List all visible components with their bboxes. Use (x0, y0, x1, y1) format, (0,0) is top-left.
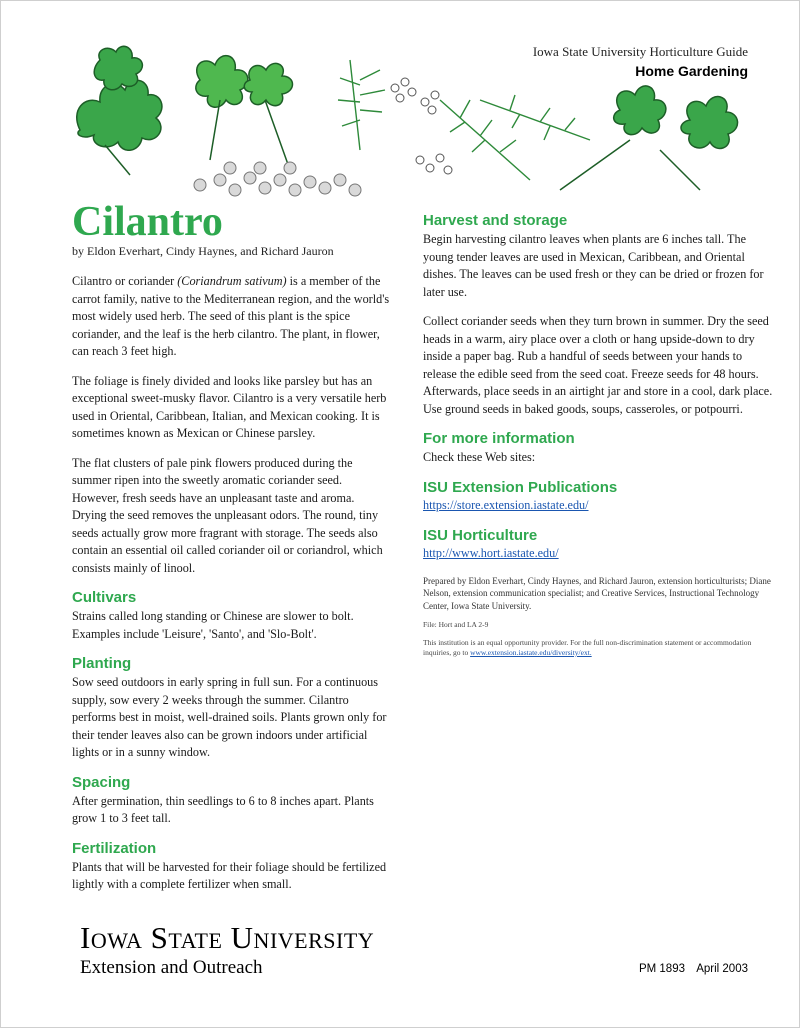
spacing-text: After germination, thin seedlings to 6 to 8 inches apart. Plants grow 1 to 3 feet tall. (72, 793, 374, 826)
intro-paragraph-3: The flat clusters of pale pink flowers produced during the summer ripen into the sweetly aromatic coriander seed. However, fresh seeds have an unpleasant taste and aroma. Drying the seed removes the unpleasant odors. The round, tiny seeds actually grow more fragrant with storage. The seeds also contain an essential oil called coriander oil or coriandrol, which consists mainly of linool. (72, 455, 383, 575)
isu-logo (80, 922, 374, 979)
planting-heading: Planting (72, 655, 132, 673)
intro-paragraph-2: The foliage is finely divided and looks like parsley but has an exceptional sweet-musky flavor. Cilantro is a very versatile herb used in Oriental, Caribbean, Italian, and Mexican cooking. It is sometimes known as Mexican or Chinese parsley. (72, 373, 387, 441)
spacing-heading: Spacing (72, 773, 131, 791)
more-info-text: Check these Web sites: (423, 450, 536, 464)
credits-file: File: Hort and LA 2-9 (423, 620, 489, 629)
eeo-link[interactable]: www.extension.iastate.edu/diversity/ext. (470, 648, 592, 657)
fertilization-heading: Fertilization (72, 839, 157, 857)
cultivars-heading: Cultivars (72, 589, 137, 607)
publication-info (631, 963, 748, 975)
harvest-text-1: Begin harvesting cilantro leaves when plants are 6 inches tall. The young tender leaves are used in Mexican, Caribbean, and Oriental dishes. The leaves can be used fresh or they can be dried or frozen for later use. (423, 232, 764, 299)
intro-paragraph-1: Cilantro or coriander (Coriandrum sativum) is a member of the carrot family, native to the Mediterranean region, and the world's most widely used herb. The seed of this plant is the spice coriander, and the leaf is the herb cilantro. The plant, in flower, can reach 3 feet high. (72, 274, 390, 359)
herb-illustration-banner (60, 40, 760, 210)
fertilization-text: Plants that will be harvested for their foliage should be fertilized lightly with a complete fertilizer when small. (72, 859, 387, 892)
credits-eeo: This institution is an equal opportunity provider. For the full non-discrimination statement or accommodation inquiries, go to www.extension.iastate.edu/diversity/ext. (423, 638, 752, 657)
harvest-text-2: Collect coriander seeds when they turn brown in summer. Dry the seed heads in a warm, airy place over a cloth or hang upside-down to dry inside a paper bag. Rub a handful of seeds between your hands to release the edible seed from the seed coat. Freeze seeds for 48 hours. Afterwards, place seeds in an airtight jar and store in a cool, dark place. Use ground seeds in baked goods, soups, casseroles, or potpourri. (423, 314, 773, 416)
more-info-heading: For more information (423, 430, 575, 447)
harvest-heading: Harvest and storage (423, 212, 568, 229)
isu-horticulture-heading: ISU Horticulture (423, 526, 538, 544)
credits-prepared: Prepared by Eldon Everhart, Cindy Haynes, and Richard Jauron, extension horticulturists; Diane Nelson, extension communication specialist; and Creative Services, Instructional Technology Center, Iowa State University. (423, 575, 771, 611)
planting-text: Sow seed outdoors in early spring in full sun. For a continuous supply, sow every 2 weeks through the summer. Cilantro performs best in moist, well-drained soils. Plants grown only for their tender leaves also can be grown indoors under artificial lights or in a sunny window. (72, 675, 387, 760)
cultivars-text: Strains called long standing or Chinese are slower to bolt. Examples include 'Leisure', 'Santo', and 'Slo-Bolt'. (72, 609, 354, 641)
left-column (72, 200, 390, 906)
isu-horticulture-link[interactable]: http://www.hort.iastate.edu/ (423, 545, 559, 560)
logo-university-name: Iowa State University (80, 920, 375, 955)
publication-date: April 2003 (696, 963, 748, 975)
right-column (423, 212, 773, 666)
byline: by Eldon Everhart, Cindy Haynes, and Richard Jauron (72, 244, 334, 259)
header-section-title: Home Gardening (635, 63, 748, 79)
page-title: Cilantro (72, 199, 223, 245)
header-guide-title: Iowa State University Horticulture Guide (532, 44, 748, 59)
publication-number: PM 1893 (638, 963, 685, 975)
isu-extension-heading: ISU Extension Publications (423, 478, 618, 496)
isu-extension-link[interactable]: https://store.extension.iastate.edu/ (423, 497, 589, 512)
cilantro-leaf-icon (77, 46, 162, 175)
logo-unit-name: Extension and Outreach (80, 957, 263, 978)
